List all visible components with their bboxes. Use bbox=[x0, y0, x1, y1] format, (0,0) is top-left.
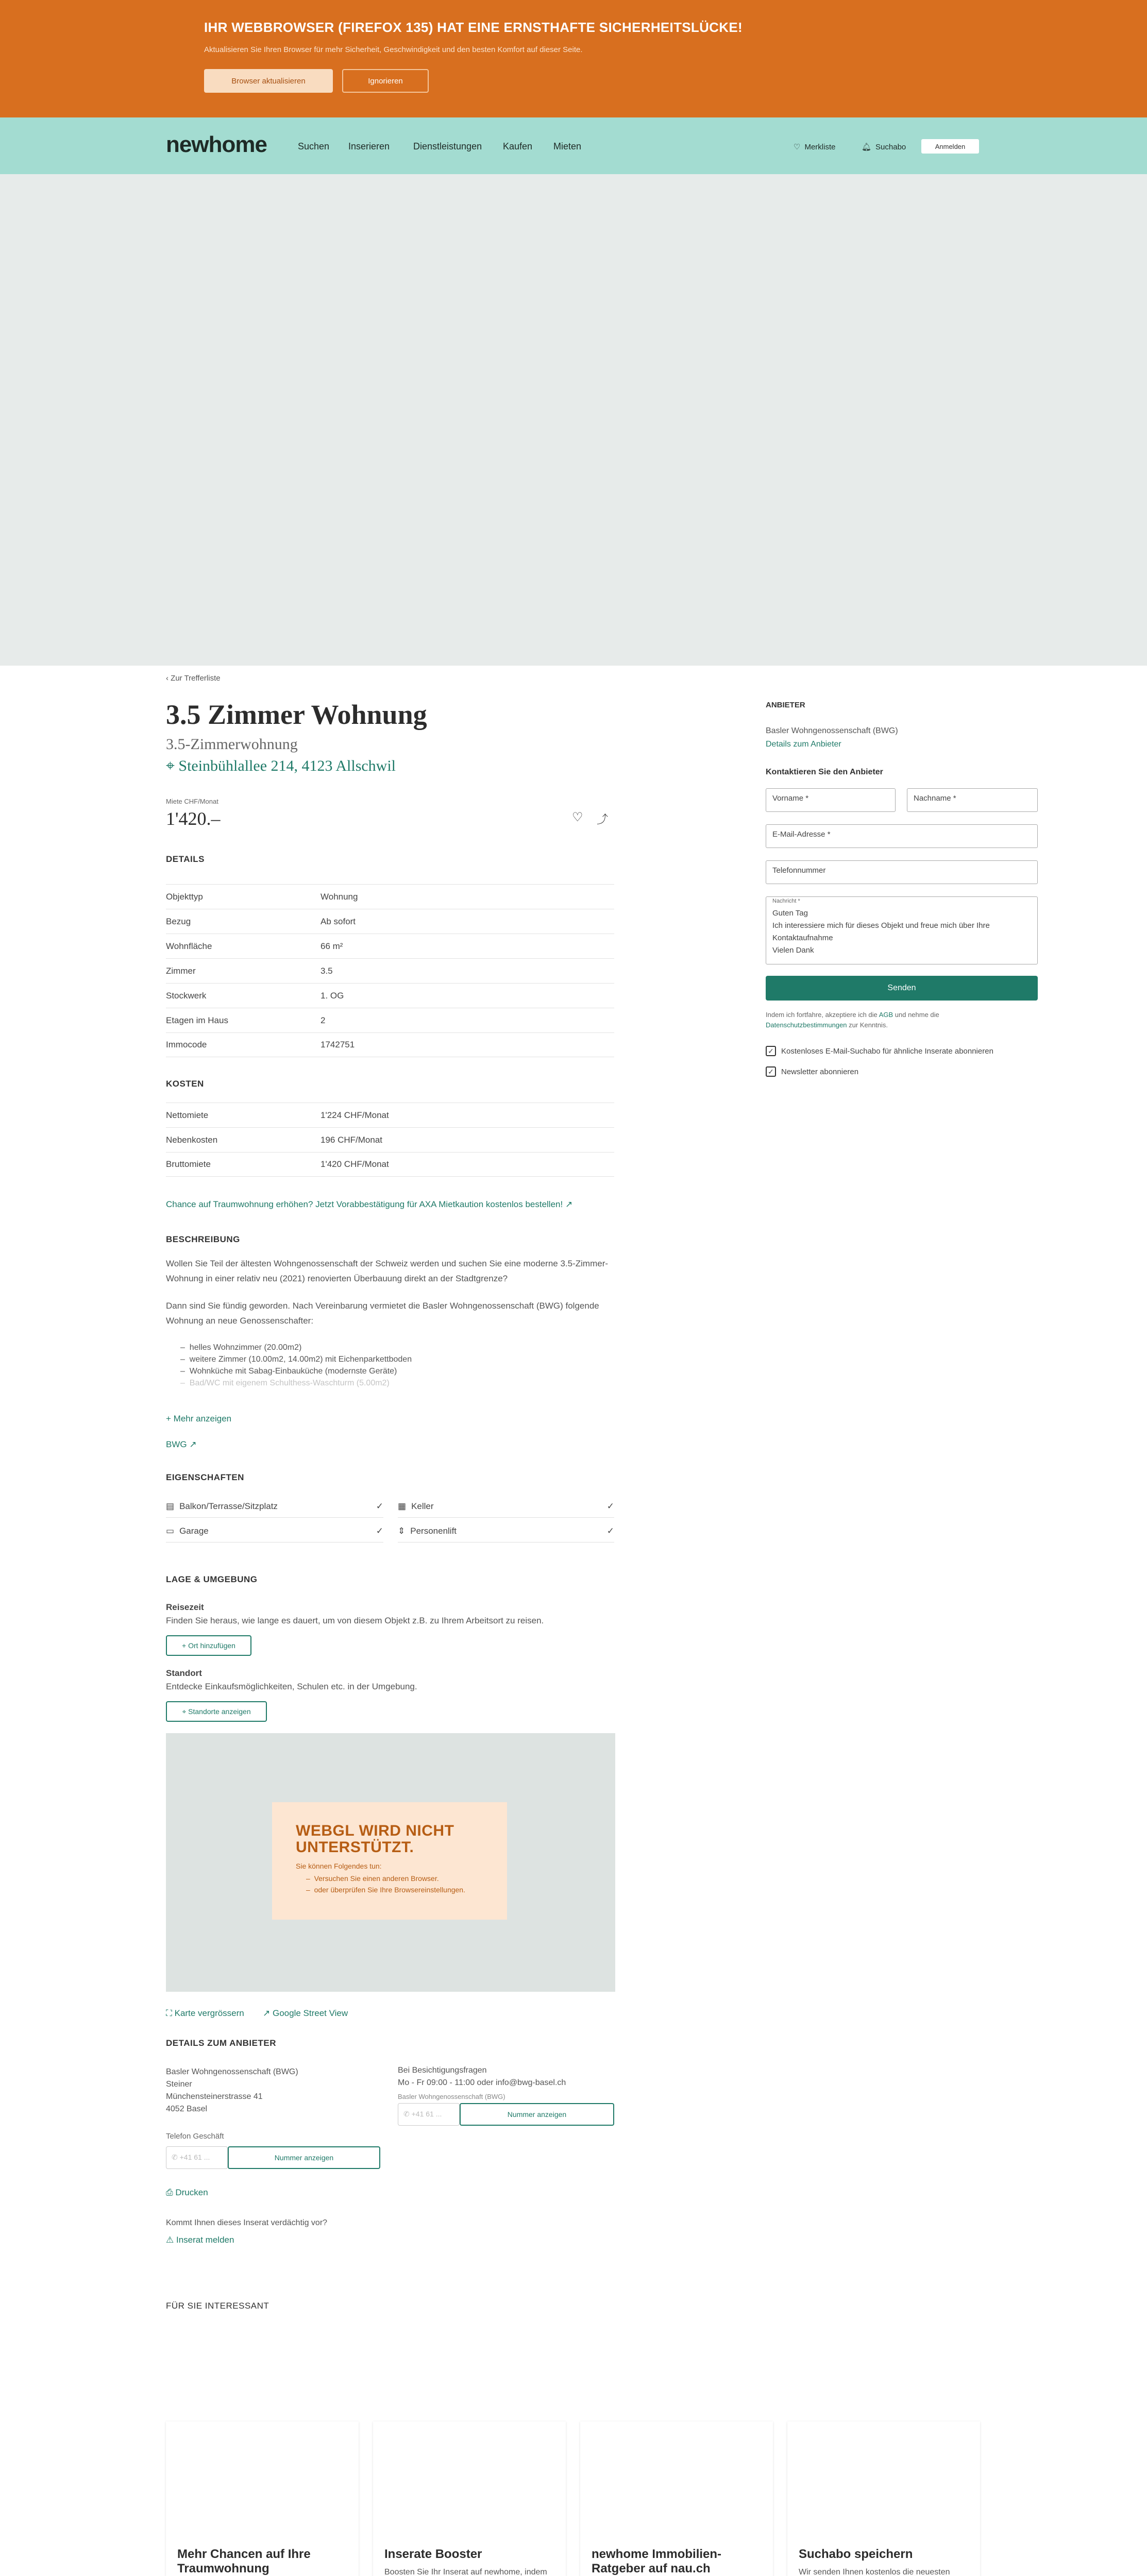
phone-icon: ✆ bbox=[172, 2153, 180, 2161]
warning-icon: ⚠ bbox=[166, 2235, 174, 2245]
warning-title: IHR WEBBROWSER (FIREFOX 135) HAT EINE ERNSTHAFTE SICHERHEITSLÜCKE! bbox=[204, 20, 743, 35]
card-image bbox=[787, 2421, 980, 2545]
legal-part: Indem ich fortfahre, akzeptiere ich die bbox=[766, 1011, 879, 1019]
show-more-link[interactable]: + Mehr anzeigen bbox=[166, 1414, 232, 1423]
message-label: Nachricht * bbox=[772, 898, 800, 904]
feature-item bbox=[398, 1520, 614, 1543]
map-pin-icon: ⌖ bbox=[166, 757, 179, 774]
detail-key: Etagen im Haus bbox=[166, 1015, 228, 1025]
external-link-icon: ↗ bbox=[189, 1439, 197, 1449]
detail-key: Zimmer bbox=[166, 965, 196, 976]
detail-row bbox=[166, 1032, 614, 1057]
checkbox-label: Newsletter abonnieren bbox=[781, 1067, 859, 1076]
check-icon: ✓ bbox=[606, 1526, 614, 1536]
card-title: Inserate Booster bbox=[384, 2547, 482, 2561]
heart-icon: ♡ bbox=[794, 143, 801, 151]
external-link-icon: ↗ bbox=[263, 2008, 271, 2018]
suspicious-question: Kommt Ihnen dieses Inserat verdächtig vor? bbox=[166, 2218, 328, 2227]
listing-subtitle: 3.5-Zimmerwohnung bbox=[166, 736, 298, 753]
feature-item bbox=[166, 1520, 383, 1543]
cost-key: Nettomiete bbox=[166, 1110, 209, 1120]
elevator-icon: ⇕ bbox=[398, 1526, 406, 1536]
list-item-text: helles Wohnzimmer (20.00m2) bbox=[189, 1343, 302, 1352]
detail-value: 1. OG bbox=[321, 990, 344, 1001]
info-card[interactable] bbox=[787, 2421, 980, 2576]
masked-phone-text: +41 61 ... bbox=[411, 2110, 442, 2118]
balcony-icon: ▤ bbox=[166, 1501, 175, 1511]
check-icon: ✓ bbox=[606, 1501, 614, 1511]
bwg-link[interactable] bbox=[166, 1439, 197, 1450]
legal-text bbox=[766, 1010, 982, 1030]
show-more-label: Mehr anzeigen bbox=[173, 1414, 232, 1423]
webgl-error-box bbox=[272, 1802, 507, 1920]
masked-phone bbox=[398, 2103, 460, 2126]
webgl-error-intro: Sie können Folgendes tun: bbox=[296, 1862, 382, 1870]
image-gallery-placeholder[interactable] bbox=[0, 174, 1147, 666]
cost-row bbox=[166, 1127, 614, 1152]
detail-row bbox=[166, 909, 614, 934]
list-item: – oder überprüfen Sie Ihre Browsereinstellungen. bbox=[306, 1886, 465, 1894]
phone-field[interactable]: Telefonnummer bbox=[766, 860, 1038, 884]
privacy-link[interactable]: Datenschutzbestimmungen bbox=[766, 1021, 847, 1029]
ignore-button[interactable]: Ignorieren bbox=[342, 69, 429, 93]
questions-label: Bei Besichtigungsfragen bbox=[398, 2066, 487, 2075]
nav-inserieren[interactable]: Inserieren bbox=[348, 141, 390, 151]
axa-link[interactable] bbox=[166, 1199, 572, 1210]
detail-row bbox=[166, 1008, 614, 1032]
report-label: Inserat melden bbox=[176, 2235, 234, 2245]
newhome-logo[interactable]: newhome bbox=[166, 132, 267, 157]
message-field[interactable] bbox=[766, 896, 1038, 964]
suchabo-link[interactable] bbox=[862, 142, 906, 151]
costs-heading: KOSTEN bbox=[166, 1079, 204, 1089]
detail-row bbox=[166, 983, 614, 1008]
provider-address bbox=[166, 2066, 298, 2115]
list-item: – weitere Zimmer (10.00m2, 14.00m2) mit Eichenparkettboden bbox=[180, 1355, 412, 1364]
cost-row bbox=[166, 1103, 614, 1127]
checkbox-checked-icon[interactable]: ✓ bbox=[766, 1046, 776, 1056]
show-number-button[interactable]: Nummer anzeigen bbox=[228, 2146, 380, 2169]
newsletter-checkbox[interactable] bbox=[766, 1066, 858, 1077]
feature-item bbox=[398, 1495, 614, 1518]
checkbox-label: Kostenloses E-Mail-Suchabo für ähnliche Inserate abonnieren bbox=[781, 1046, 993, 1056]
provider-line: Basler Wohngenossenschaft (BWG) bbox=[166, 2067, 298, 2076]
phone-label: Telefon Geschäft bbox=[166, 2132, 224, 2141]
site-header bbox=[0, 117, 1147, 174]
send-button[interactable]: Senden bbox=[766, 976, 1038, 1001]
suchabo-label: Suchabo bbox=[875, 142, 906, 151]
detail-row bbox=[166, 934, 614, 958]
login-button[interactable]: Anmelden bbox=[921, 139, 979, 154]
standort-heading: Standort bbox=[166, 1668, 202, 1678]
enlarge-map-link[interactable] bbox=[166, 2008, 244, 2019]
feature-label: Personenlift bbox=[410, 1526, 457, 1536]
nav-suchen[interactable]: Suchen bbox=[298, 141, 330, 151]
nav-mieten[interactable]: Mieten bbox=[553, 141, 582, 151]
map-pin-icon: ⌖ bbox=[182, 1707, 187, 1716]
detail-value: Ab sofort bbox=[321, 916, 356, 926]
check-icon: ✓ bbox=[376, 1526, 383, 1536]
detail-value: Wohnung bbox=[321, 891, 358, 902]
card-image bbox=[373, 2421, 566, 2545]
list-item: – Wohnküche mit Sabag-Einbauküche (modernste Geräte) bbox=[180, 1367, 397, 1376]
axa-link-text: Chance auf Traumwohnung erhöhen? Jetzt Vorabbestätigung für AXA Mietkaution kostenlos bestellen! bbox=[166, 1199, 563, 1209]
chevron-left-icon: ‹ bbox=[166, 674, 171, 683]
cost-value: 1'420 CHF/Monat bbox=[321, 1159, 389, 1169]
detail-key: Immocode bbox=[166, 1040, 207, 1049]
list-item-text: Bad/WC mit eigenem Schulthess-Waschturm (5.00m2) bbox=[189, 1379, 390, 1387]
contact-heading: Kontaktieren Sie den Anbieter bbox=[766, 768, 883, 776]
provider-details-heading: DETAILS ZUM ANBIETER bbox=[166, 2038, 276, 2048]
show-locations-button[interactable] bbox=[166, 1701, 267, 1722]
print-link[interactable] bbox=[166, 2188, 208, 2198]
feature-label: Balkon/Terrasse/Sitzplatz bbox=[179, 1501, 278, 1511]
features-heading: EIGENSCHAFTEN bbox=[166, 1472, 244, 1482]
detail-key: Wohnfläche bbox=[166, 941, 212, 951]
address-text: Steinbühlallee 214, 4123 Allschwil bbox=[178, 757, 396, 774]
back-to-results-link[interactable] bbox=[166, 674, 221, 683]
warning-text: Aktualisieren Sie Ihren Browser für mehr Sicherheit, Geschwindigkeit und den besten Komfort auf dieser Seite. bbox=[204, 45, 583, 54]
legal-part: und nehme die bbox=[893, 1011, 939, 1019]
show-locations-label: Standorte anzeigen bbox=[188, 1707, 251, 1716]
card-image bbox=[580, 2421, 773, 2545]
detail-value: 66 m² bbox=[321, 941, 343, 951]
cost-value: 196 CHF/Monat bbox=[321, 1134, 382, 1145]
company-small: Basler Wohngenossenschaft (BWG) bbox=[398, 2093, 505, 2100]
list-item: – Bad/WC mit eigenem Schulthess-Waschturm (5.00m2) bbox=[180, 1379, 390, 1387]
bwg-link-text: BWG bbox=[166, 1439, 187, 1449]
merkliste-label: Merkliste bbox=[804, 142, 836, 151]
back-label: Zur Trefferliste bbox=[171, 674, 221, 683]
cellar-icon: ▦ bbox=[398, 1501, 407, 1511]
cost-key: Bruttomiete bbox=[166, 1159, 211, 1169]
card-title: Suchabo speichern bbox=[799, 2547, 913, 2561]
legal-part: zur Kenntnis. bbox=[847, 1021, 888, 1029]
card-text: Boosten Sie Ihr Inserat auf newhome, indem bbox=[384, 2568, 547, 2576]
price: 1'420.– bbox=[166, 808, 221, 829]
street-view-link[interactable] bbox=[263, 2008, 348, 2019]
sidebar-heading: ANBIETER bbox=[766, 701, 805, 709]
provider-line: Steiner bbox=[166, 2080, 192, 2089]
checkbox-checked-icon[interactable]: ✓ bbox=[766, 1066, 776, 1077]
description-paragraph-1: Wollen Sie Teil der ältesten Wohngenossenschaft der Schweiz werden und suchen Sie eine moderne 3.5-Zimmer-Wohnung in einer relativ neu (2021) renovierten Überbauung direkt an der Stadtgrenze? bbox=[166, 1259, 609, 1283]
contact-hours: Mo - Fr 09:00 - 11:00 oder info@bwg-basel.ch bbox=[398, 2078, 566, 2087]
list-item-text: weitere Zimmer (10.00m2, 14.00m2) mit Eichenparkettboden bbox=[189, 1355, 412, 1364]
info-card[interactable] bbox=[373, 2421, 566, 2576]
share-icon[interactable]: ⤴ bbox=[597, 813, 609, 826]
garage-icon: ▭ bbox=[166, 1526, 175, 1536]
detail-key: Stockwerk bbox=[166, 990, 207, 1001]
email-field[interactable]: E-Mail-Adresse * bbox=[766, 824, 1038, 848]
add-location-label: Ort hinzufügen bbox=[188, 1641, 235, 1650]
merkliste-link[interactable] bbox=[794, 142, 835, 151]
info-card[interactable] bbox=[580, 2421, 773, 2576]
message-text: Guten Tag Ich interessiere mich für dieses Objekt und freue mich über Ihre Kontaktaufnahme Vielen Dank bbox=[772, 909, 990, 955]
check-icon: ✓ bbox=[376, 1501, 383, 1511]
nav-dienstleistungen[interactable]: Dienstleistungen bbox=[413, 141, 482, 151]
info-card[interactable] bbox=[166, 2421, 359, 2576]
detail-row bbox=[166, 884, 614, 909]
reisezeit-text: Finden Sie heraus, wie lange es dauert, um von diesem Objekt z.B. zu Ihrem Arbeitsort zu reisen. bbox=[166, 1616, 544, 1625]
masked-phone-text: +41 61 ... bbox=[179, 2153, 210, 2161]
print-label: Drucken bbox=[175, 2188, 208, 2197]
list-item: – Versuchen Sie einen anderen Browser. bbox=[306, 1874, 439, 1883]
bell-icon: 🔔︎ bbox=[862, 143, 872, 151]
webgl-tip: Versuchen Sie einen anderen Browser. bbox=[314, 1874, 439, 1883]
listing-address[interactable] bbox=[166, 757, 396, 775]
card-title: newhome Immobilien-Ratgeber auf nau.ch bbox=[592, 2547, 722, 2575]
description-list bbox=[180, 1342, 629, 1389]
detail-key: Bezug bbox=[166, 916, 191, 926]
heart-icon[interactable]: ♡ bbox=[572, 810, 583, 824]
interest-heading: FÜR SIE INTERESSANT bbox=[166, 2301, 269, 2311]
description-heading: BESCHREIBUNG bbox=[166, 1234, 240, 1244]
phone-icon: ✆ bbox=[403, 2110, 412, 2118]
detail-value: 3.5 bbox=[321, 965, 333, 976]
cost-key: Nebenkosten bbox=[166, 1134, 218, 1145]
print-icon: ⎙ bbox=[166, 2188, 173, 2197]
update-browser-button[interactable]: Browser aktualisieren bbox=[204, 69, 333, 93]
location-heading: LAGE & UMGEBUNG bbox=[166, 1574, 258, 1584]
feature-label: Garage bbox=[179, 1526, 209, 1536]
show-number-button[interactable]: Nummer anzeigen bbox=[460, 2103, 614, 2126]
detail-row bbox=[166, 958, 614, 983]
card-title: Mehr Chancen auf Ihre Traumwohnung bbox=[177, 2547, 311, 2575]
report-link[interactable] bbox=[166, 2235, 234, 2245]
list-item-text: Wohnküche mit Sabag-Einbauküche (modernste Geräte) bbox=[189, 1367, 397, 1376]
detail-key: Objekttyp bbox=[166, 891, 203, 902]
description-paragraph-2: Dann sind Sie fündig geworden. Nach Vereinbarung vermietet die Basler Wohngenossenschaft (BWG) folgende Wohnung an neue Genossenschafter: bbox=[166, 1301, 599, 1326]
card-text: Wir senden Ihnen kostenlos die neuesten bbox=[799, 2568, 950, 2576]
nav-kaufen[interactable]: Kaufen bbox=[503, 141, 533, 151]
provider-details-link[interactable]: Details zum Anbieter bbox=[766, 740, 841, 749]
detail-value: 2 bbox=[321, 1015, 326, 1025]
map-area[interactable] bbox=[166, 1733, 615, 1992]
details-heading: DETAILS bbox=[166, 854, 205, 864]
external-link-icon: ↗ bbox=[565, 1199, 573, 1209]
cost-value: 1'224 CHF/Monat bbox=[321, 1110, 389, 1120]
browser-warning-banner bbox=[0, 0, 1147, 117]
standort-text: Entdecke Einkaufsmöglichkeiten, Schulen etc. in der Umgebung. bbox=[166, 1682, 417, 1691]
listing-title: 3.5 Zimmer Wohnung bbox=[166, 699, 427, 730]
cost-row bbox=[166, 1152, 614, 1177]
street-view-label: Google Street View bbox=[272, 2008, 348, 2018]
masked-phone bbox=[166, 2146, 228, 2169]
provider-line: Münchensteinerstrasse 41 bbox=[166, 2092, 263, 2101]
enlarge-map-label: Karte vergrössern bbox=[174, 2008, 244, 2018]
add-location-button[interactable]: + Ort hinzufügen bbox=[166, 1635, 251, 1656]
price-label: Miete CHF/Monat bbox=[166, 798, 218, 805]
first-name-field[interactable]: Vorname * bbox=[766, 788, 896, 812]
reisezeit-heading: Reisezeit bbox=[166, 1602, 204, 1612]
expand-icon: ⛶ bbox=[166, 2008, 172, 2018]
agb-link[interactable]: AGB bbox=[879, 1011, 893, 1019]
suchabo-checkbox[interactable] bbox=[766, 1046, 993, 1056]
card-image bbox=[166, 2421, 359, 2545]
list-item: – helles Wohnzimmer (20.00m2) bbox=[180, 1343, 302, 1352]
feature-item bbox=[166, 1495, 383, 1518]
sidebar-company: Basler Wohngenossenschaft (BWG) bbox=[766, 726, 898, 735]
webgl-error-title: WEBGL WIRD NICHT UNTERSTÜTZT. bbox=[296, 1822, 454, 1856]
last-name-field[interactable]: Nachname * bbox=[907, 788, 1038, 812]
webgl-tip: oder überprüfen Sie Ihre Browsereinstellungen. bbox=[314, 1886, 465, 1894]
detail-value: 1742751 bbox=[321, 1040, 355, 1049]
provider-line: 4052 Basel bbox=[166, 2105, 208, 2113]
feature-label: Keller bbox=[411, 1501, 434, 1511]
